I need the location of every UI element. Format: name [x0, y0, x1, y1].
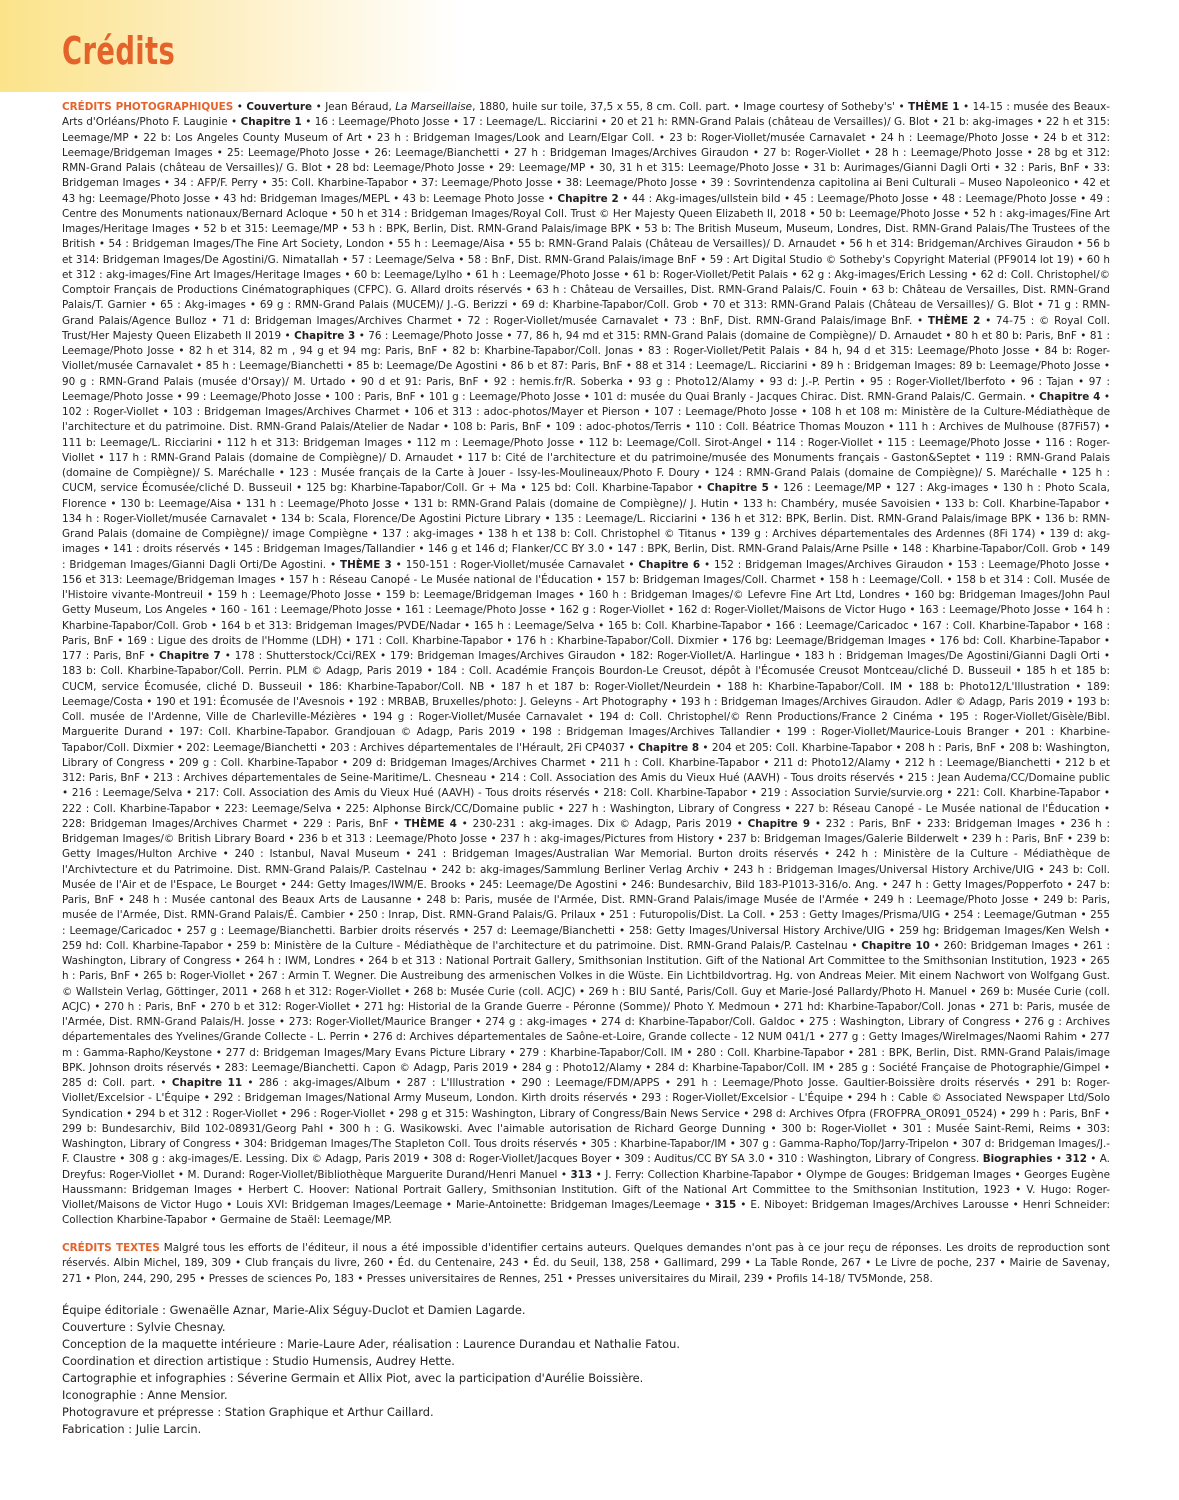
section-heading: 312: [1065, 1153, 1087, 1166]
photo-credits-label: CRÉDITS PHOTOGRAPHIQUES: [62, 101, 234, 113]
section-heading: THÈME 2: [927, 314, 981, 327]
section-heading: Chapitre 3: [294, 329, 356, 342]
page-title: Crédits: [62, 29, 176, 73]
team-line: Iconographie : Anne Mensior.: [62, 1388, 228, 1402]
team-line: Cartographie et infographies : Séverine Germain et Allix Piot, avec la participation d'Aurélie Boissière.: [62, 1371, 644, 1385]
team-line: Conception de la maquette intérieure : Marie-Laure Ader, réalisation : Laurence Durandau et Nathalie Fatou.: [62, 1337, 680, 1351]
team-line: Couverture : Sylvie Chesnay.: [62, 1320, 226, 1334]
section-heading: Chapitre 9: [747, 817, 811, 830]
team-line: Fabrication : Julie Larcin.: [62, 1422, 202, 1436]
section-heading: Chapitre 4: [1039, 390, 1101, 403]
team-line: Coordination et direction artistique : Studio Humensis, Audrey Hette.: [62, 1354, 455, 1368]
section-heading: 313: [570, 1168, 593, 1181]
section-heading: Chapitre 8: [637, 741, 700, 754]
text-credits-body: Malgré tous les efforts de l'éditeur, il nous a été impossible d'identifier certains auteurs. Quelques demandes n'ont pas à ce jour reçu de réponses. Les droits de reproduction sont réservés. Albin Michel, 189, 309 • Club français du livre, 260 • Éd. du Centenaire, 243 • Éd. du Seuil, 138, 258 • Gallimard, 299 • La Table Ronde, 267 • Le Livre de poche, 237 • Mairie de Savenay, 271 • Plon, 244, 290, 295 • Presses de sciences Po, 183 • Presses universitaires de Rennes, 251 • Presses universitaires du Mirail, 239 • Profils 14-18/ TV5Monde, 258.: [62, 1242, 1110, 1285]
section-heading: Chapitre 6: [638, 558, 701, 571]
team-line: Équipe éditoriale : Gwenaëlle Aznar, Marie-Alix Séguy-Duclot et Damien Lagarde.: [62, 1303, 526, 1317]
section-heading: THÈME 1: [908, 101, 960, 113]
artwork-title: La Marseillaise: [395, 101, 473, 113]
section-heading: Chapitre 1: [240, 116, 302, 129]
section-heading: THÈME 4: [404, 817, 457, 830]
team-line: Photogravure et prépresse : Station Graphique et Arthur Caillard.: [62, 1405, 434, 1419]
section-heading: THÈME 3: [339, 558, 392, 571]
text-credits-label: CRÉDITS TEXTES: [62, 1242, 160, 1254]
text-credits-paragraph: [62, 1241, 1110, 1287]
section-heading: Chapitre 5: [706, 482, 769, 495]
section-heading: Chapitre 11: [171, 1077, 243, 1089]
photo-credits-paragraph: [62, 100, 1110, 1229]
section-heading: 315: [714, 1199, 737, 1211]
section-heading: Couverture: [246, 101, 313, 113]
section-heading: Chapitre 2: [557, 192, 619, 205]
photo-credits-body: • Couverture • Jean Béraud, La Marseillaise, 1880, huile sur toile, 37,5 x 55, 8 cm. Coll. part. • Image courtesy of Sotheby's' • THÈME 1 • 14-15 : musée des Beaux-Arts d'Orléans/Photo F. Lauginie • Chapitre 1 • 16 : Leemage/Photo Josse • 17 : Leemage/L. Ricciarini • 20 et 21 h: RMN-Grand Palais (château de Versailles)/ G. Blot • 21 b: akg-images • 22 h et 315: Leemage/MP • 22 b: Los Angeles County Museum of Art • 23 h : Bridgeman Images/Look and Learn/Elgar Coll. • 23 b: Roger-Viollet/musée Carnavalet • 24 h : Leemage/Photo Josse • 24 b et 312: Leemage/Bridgeman Images • 25: Leemage/Photo Josse • 26: Leemage/Bianchetti • 27 h : Bridgeman Images/Archives Giraudon • 27 b: Roger-Viollet • 28 h : Leemage/Photo Josse • 28 bg et 312: RMN-Grand Palais (château de Versailles)/ G. Blot • 28 bd: Leemage/Photo Josse • 29: Leemage/MP • 30, 31 h et 315: Leemage/Photo Josse • 31 b: Aurimages/Gianni Dagli Orti • 32 : Paris, BnF • 33: Bridgeman Images • 34 : AFP/F. Perry • 35: Coll. Kharbine-Tapabor • 37: Leemage/Photo Josse • 38: Leemage/Photo Josse • 39 : Sovrintendenza capitolina ai Beni Culturali – Museo Napoleonico • 42 et 43 hg: Leemage/Photo Josse • 43 hd: Bridgeman Images/MEPL • 43 b: Leemage Photo Josse • Chapitre 2 • 44 : Akg-images/ullstein bild • 45 : Leemage/Photo Josse • 48 : Leemage/Photo Josse • 49 : Centre des Monuments nationaux/Bernard Acloque • 50 h et 314 : Bridgeman Images/Royal Coll. Trust © Her Majesty Queen Elizabeth II, 2018 • 50 b: Leemage/Photo Josse • 52 h : akg-images/Fine Art Images/Heritage Images • 52 b et 315: Leemage/MP • 53 h : BPK, Berlin, Dist. RMN-Grand Palais/image BPK • 53 b: The British Museum, Museum, Londres, Dist. RMN-Grand Palais/The Trustees of the British • 54 : Bridgeman Images/The Fine Art Society, London • 55 h : Leemage/Aisa • 55 b: RMN-Grand Palais (Château de Versailles)/ D. Arnaudet • 56 h et 314: Bridgeman/Archives Giraudon • 56 b et 314: Bridgeman Images/De Agostini/G. Nimatallah • 57 : Leemage/Selva • 58 : BnF, Dist. RMN-Grand Palais/image BnF • 59 : Art Digital Studio © Sotheby's Copyright Material (PF9014 lot 19) • 60 h et 312 : akg-images/Fine Art Images/Heritage Images • 60 b: Leemage/Lylho • 61 h : Leemage/Photo Josse • 61 b: Roger-Viollet/Petit Palais • 62 g : Akg-images/Erich Lessing • 62 d: Coll. Christophel/© Comptoir Français de Productions Cinématographiques (CFPC). G. Allard droits réservés • 63 h : Château de Versailles, Dist. RMN-Grand Palais/C. Fouin • 63 b: Château de Versailles, Dist. RMN-Grand Palais/T. Garnier • 65 : Akg-images • 69 g : RMN-Grand Palais (MUCEM)/ J.-G. Berizzi • 69 d: Kharbine-Tapabor/Coll. Grob • 70 et 313: RMN-Grand Palais (Château de Versailles)/ G. Blot • 71 g : RMN-Grand Palais/Agence Bulloz • 71 d: Bridgeman Images/Archives Charmet • 72 : Roger-Viollet/musée Carnavalet • 73 : BnF, Dist. RMN-Grand Palais/image BnF. • THÈME 2 • 74-75 : © Royal Coll. Trust/Her Majesty Queen Elizabeth II 2019 • Chapitre 3 • 76 : Leemage/Photo Josse • 77, 86 h, 94 md et 315: RMN-Grand Palais (domaine de Compiègne)/ D. Arnaudet • 80 h et 80 b: Paris, BnF • 81 : Leemage/Photo Josse • 82 h et 314, 82 m , 94 g et 94 mg: Paris, BnF • 82 b: Kharbine-Tapabor/Coll. Jonas • 83 : Roger-Viollet/Petit Palais • 84 h, 94 d et 315: Leemage/Photo Josse • 84 b: Roger-Viollet/musée Carnavalet • 85 h : Leemage/Bianchetti • 85 b: Leemage/De Agostini • 86 b et 87: Paris, BnF • 88 et 314 : Leemage/L. Ricciarini • 89 h : Bridgeman Images: 89 b: Leemage/Photo Josse • 90 g : RMN-Grand Palais (musée d'Orsay)/ M. Urtado • 90 d et 91: Paris, BnF • 92 : hemis.fr/R. Soberka • 93 g : Photo12/Alamy • 93 d: J.-P. Pertin • 95 : Roger-Viollet/Iberfoto • 96 : Tajan • 97 : Leemage/Photo Josse • 99 : Leemage/Photo Josse • 100 : Paris, BnF • 101 g : Leemage/Photo Josse • 101 d: musée du Quai Branly - Jacques Chirac. Dist. RMN-Grand Palais/C. Germain. • Chapitre 4 • 102 : Roger-Viollet • 103 : Bridgeman Images/Archives Charmet • 106 et 313 : adoc-photos/Mayer et Pierson • 107 : Leemage/Photo Josse • 108 h et 108 m: Ministère de la Culture-Médiathèque de l'architecture et du patrimoine. Dist. RMN-Grand Palais/Atelier de Nadar • 108 b: Paris, BnF • 109 : adoc-photos/Terris • 110 : Coll. Béatrice Thomas Mouzon • 111 h : Archives de Mulhouse (87Fi57) • 111 b: Leemage/L. Ricciarini • 112 h et 313: Bridgeman Images • 112 m : Leemage/Photo Josse • 112 b: Leemage/Coll. Sirot-Angel • 114 : Roger-Viollet • 115 : Leemage/Photo Josse • 116 : Roger-Viollet • 117 h : RMN-Grand Palais (domaine de Compiègne)/ D. Arnaudet • 117 b: Cité de l'architecture et du patrimoine/musée des Monuments français - Gaston&Septet • 119 : RMN-Grand Palais (domaine de Compiègne)/ S. Maréchalle • 123 : Musée français de la Carte à Jouer - Issy-les-Moulineaux/Photo F. Doury • 124 : RMN-Grand Palais (domaine de Compiègne)/ S. Maréchalle • 125 h : CUCM, service Écomusée/cliché D. Busseuil • 125 bg: Kharbine-Tapabor/Coll. Gr + Ma • 125 bd: Coll. Kharbine-Tapabor • Chapitre 5 • 126 : Leemage/MP • 127 : Akg-images • 130 h : Photo Scala, Florence • 130 b: Leemage/Aisa • 131 h : Leemage/Photo Josse • 131 b: RMN-Grand Palais (domaine de Compiègne)/ J. Hutin • 133 h: Chambéry, musée Savoisien • 133 b: Coll. Kharbine-Tapabor • 134 h : Roger-Viollet/musée Carnavalet • 134 b: Scala, Florence/De Agostini Picture Library • 135 : Leemage/L. Ricciarini • 136 h et 312: BPK, Berlin. Dist. RMN-Grand Palais/image BPK • 136 b: RMN-Grand Palais (domaine de Compiègne)/ image Compiègne • 137 : akg-images • 138 h et 138 b: Coll. Christophel © Titanus • 139 g : Archives départementales des Ardennes (8Fi 174) • 139 d: akg-images • 141 : droits réservés • 145 : Bridgeman Images/Tallandier • 146 g et 146 d; Flanker/CC BY 3.0 • 147 : BPK, Berlin, Dist. RMN-Grand Palais/Arne Psille • 148 : Kharbine-Tapabor/Coll. Grob • 149 : Bridgeman Images/Gianni Dagli Orti/De Agostini. • THÈME 3 • 150-151 : Roger-Viollet/musée Carnavalet • Chapitre 6 • 152 : Bridgeman Images/Archives Giraudon • 153 : Leemage/Photo Josse • 156 et 313: Leemage/Bridgeman Images • 157 h : Réseau Canopé - Le Musée national de l'Éducation • 157 b: Bridgeman Images/Coll. Charmet • 158 h : Leemage/Coll. • 158 b et 314 : Coll. Musée de l'Histoire vivante-Montreuil • 159 h : Leemage/Photo Josse • 159 b: Leemage/Bridgeman Images • 160 h : Bridgeman Images/© Lefevre Fine Art Ltd, Londres • 160 bg: Bridgeman Images/John Paul Getty Museum, Los Angeles • 160 - 161 : Leemage/Photo Josse • 161 : Leemage/Photo Josse • 162 g : Roger-Viollet • 162 d: Roger-Viollet/Maisons de Victor Hugo • 163 : Leemage/Photo Josse • 164 h : Kharbine-Tapabor/Coll. Grob • 164 b et 313: Bridgeman Images/PVDE/Nadar • 165 h : Leemage/Selva • 165 b: Coll. Kharbine-Tapabor • 166 : Leemage/Caricadoc • 167 : Coll. Kharbine-Tapabor • 168 : Paris, BnF • 169 : Ligue des droits de l'Homme (LDH) • 171 : Coll. Kharbine-Tapabor • 176 h : Kharbine-Tapabor/Coll. Dixmier • 176 bg: Leemage/Bridgeman Images • 176 bd: Coll. Kharbine-Tapabor • 177 : Paris, BnF • Chapitre 7 • 178 : Shutterstock/Cci/REX • 179: Bridgeman Images/Archives Giraudon • 182: Roger-Viollet/A. Harlingue • 183 h : Bridgeman Images/De Agostini/Gianni Dagli Orti • 183 b: Coll. Kharbine-Tapabor/Coll. Perrin. PLM © Adagp, Paris 2019 • 184 : Coll. Académie François Bourdon-Le Creusot, dépôt à l'Écomusée Creusot Montceau/cliché D. Busseuil • 185 h et 185 b: CUCM, service Écomusée, cliché D. Busseuil • 186: Kharbine-Tapabor/Coll. NB • 187 h et 187 b: Roger-Viollet/Neurdein • 188 h: Kharbine-Tapabor/Coll. IM • 188 b: Photo12/L'Illustration • 189: Leemage/Costa • 190 et 191: Écomusée de l'Avesnois • 192 : MRBAB, Bruxelles/photo: J. Geleyns - Art Photography • 193 h : Bridgeman Images/Archives Giraudon. Adler © Adagp, Paris 2019 • 193 b: Coll. musée de l'Ardenne, Ville de Charleville-Mézières • 194 g : Roger-Viollet/Musée Carnavalet • 194 d: Coll. Christophel/© Renn Productions/France 2 Cinéma • 195 : Roger-Viollet/Gisèle/Bibl. Marguerite Durand • 197: Coll. Kharbine-Tapabor. Grandjouan © Adagp, Paris 2019 • 198 : Bridgeman Images/Archives Tallandier • 199 : Roger-Viollet/Maurice-Louis Branger • 201 : Kharbine-Tapabor/Coll. Dixmier • 202: Leemage/Bianchetti • 203 : Archives départementales de l'Hérault, 2Fi CP4037 • Chapitre 8 • 204 et 205: Coll. Kharbine-Tapabor • 208 h : Paris, BnF • 208 b: Washington, Library of Congress • 209 g : Coll. Kharbine-Tapabor • 209 d: Bridgeman Images/Archives Charmet • 211 h : Coll. Kharbine-Tapabor • 211 d: Photo12/Alamy • 212 h : Leemage/Bianchetti • 212 b et 312: Paris, BnF • 213 : Archives départementales de Seine-Maritime/L. Chesneau • 214 : Coll. Association des Amis du Vieux Hué (AAVH) - Tous droits réservés • 215 : Jean Audema/CC/Domaine public • 216 : Leemage/Selva • 217: Coll. Association des Amis du Vieux Hué (AAVH) - Tous droits réservés • 218: Coll. Kharbine-Tapabor • 219 : Association Survie/survie.org • 221: Coll. Kharbine-Tapabor • 222 : Coll. Kharbine-Tapabor • 223: Leemage/Selva • 225: Alphonse Birck/CC/Domaine public • 227 h : Washington, Library of Congress • 227 b: Réseau Canopé - Le Musée national de l'Éducation • 228: Bridgeman Images/Archives Charmet • 229 : Paris, BnF • THÈME 4 • 230-231 : akg-images. Dix © Adagp, Paris 2019 • Chapitre 9 • 232 : Paris, BnF • 233: Bridgeman Images • 236 h : Bridgeman Images/© British Library Board • 236 b et 313 : Leemage/Photo Josse • 237 h : akg-images/Pictures from History • 237 b: Bridgeman Images/Galerie Bilderwelt • 239 h : Paris, BnF • 239 b: Getty Images/Hulton Archive • 240 : Istanbul, Naval Museum • 241 : Bridgeman Images/Australian War Memorial. Burton droits réservés • 242 h : Ministère de la Culture - Médiathèque de l'Archivtecture et du Patrimoine. Dist. RMN-Grand Palais/P. Castelnau • 242 b: akg-images/Sammlung Berliner Verlag Archiv • 243 h : Bridgeman Images/Universal History Archive/UIG • 243 b: Coll. Musée de l'Air et de l'Espace, Le Bourget • 244: Getty Images/IWM/E. Brooks • 245: Leemage/De Agostini • 246: Bundesarchiv, Bild 183-P1013-316/o. Ang. • 247 h : Getty Images/Popperfoto • 247 b: Paris, BnF • 248 h : Musée cantonal des Beaux Arts de Lausanne • 248 b: Paris, musée de l'Armée, Dist. RMN-Grand Palais/image Musée de l'Armée • 249 h : Leemage/Photo Josse • 249 b: Paris, musée de l'Armée, Dist. RMN-Grand Palais/É. Cambier • 250 : Inrap, Dist. RMN-Grand Palais/G. Prilaux • 251 : Futuropolis/Dist. La Coll. • 253 : Getty Images/Prisma/UIG • 254 : Leemage/Gutman • 255 : Leemage/Caricadoc • 257 g : Leemage/Bianchetti. Barbier droits réservés • 257 d: Leemage/Bianchetti • 258: Getty Images/Universal History Archive/UIG • 259 hg: Bridgeman Images/Ken Welsh • 259 hd: Coll. Kharbine-Tapabor • 259 b: Ministère de la Culture - Médiathèque de l'architecture et du patrimoine. Dist. RMN-Grand Palais/P. Castelnau • Chapitre 10 • 260: Bridgeman Images • 261 : Washington, Library of Congress • 264 h : IWM, Londres • 264 b et 313 : National Portrait Gallery, Smithsonian Institution. Gift of the National Art Committee to the Smithsonian Institution, 1923 • 265 h : Paris, BnF • 265 b: Roger-Viollet • 267 : Armin T. Wegner. Die Austreibung des armenischen Volkes in die Wüste. Ein Lichtbildvortrag. Hg. von Andreas Meier. Mit einem Nachwort von Wolfgang Gust. © Wallstein Verlag, Göttinger, 2011 • 268 h et 312: Roger-Viollet • 268 b: Musée Curie (coll. ACJC) • 269 h : BIU Santé, Paris/Coll. Guy et Marie-José Pallardy/Photo H. Manuel • 269 b: Musée Curie (coll. ACJC) • 270 h : Paris, BnF • 270 b et 312: Roger-Viollet • 271 hg: Historial de la Grande Guerre - Péronne (Somme)/ Photo Y. Medmoun • 271 hd: Kharbine-Tapabor/Coll. Jonas • 271 b: Paris, musée de l'Armée, Dist. RMN-Grand Palais/H. Josse • 273: Roger-Viollet/Maurice Branger • 274 g : akg-images • 274 d: Kharbine-Tapabor/Coll. Galdoc • 275 : Washington, Library of Congress • 276 g : Archives départementales des Yvelines/Grande Collecte - L. Perrin • 276 d: Archives départementales de Saône-et-Loire, Grande collecte - 12 NUM 041/1 • 277 g : Getty Images/WireImages/Naomi Rahim • 277 m : Gamma-Rapho/Keystone • 277 d: Bridgeman Images/Mary Evans Picture Library • 279 : Kharbine-Tapabor/Coll. IM • 280 : Coll. Kharbine-Tapabor • 281 : BPK, Berlin, Dist. RMN-Grand Palais/image BPK. Johnson droits réservés • 283: Leemage/Bianchetti. Capon © Adagp, Paris 2019 • 284 g : Photo12/Alamy • 284 d: Kharbine-Tapabor/Coll. IM • 285 g : Société Française de Photographie/Gimpel • 285 d: Coll. part. • Chapitre 11 • 286 : akg-images/Album • 287 : L'Illustration • 290 : Leemage/FDM/APPS • 291 h : Leemage/Photo Josse. Gaultier-Boissière droits réservés • 291 b: Roger-Viollet/Excelsior - L'Équipe • 292 : Bridgeman Images/National Army Museum, London. Kirth droits réservés • 293 : Roger-Viollet/Excelsior - L'Équipe • 294 h : Cable © Associated Newspaper Ltd/Solo Syndication • 294 b et 312 : Roger-Viollet • 296 : Roger-Viollet • 298 g et 315: Washington, Library of Congress/Bain News Service • 298 d: Archives Ofpra (FROFPRA_OR091_0524) • 299 h : Paris, BnF • 299 b: Bundesarchiv, Bild 102-08931/Georg Pahl • 300 h : G. Wasikowski. Avec l'aimable autorisation de Richard George Dunning • 300 b: Roger-Viollet • 301 : Musée Saint-Remi, Reims • 303: Washington, Library of Congress • 304: Bridgeman Images/The Stapleton Coll. Tous droits réservés • 305 : Kharbine-Tapabor/IM • 307 g : Gamma-Rapho/Top/Jarry-Tripelon • 307 d: Bridgeman Images/J.-F. Claustre • 308 g : akg-images/E. Lessing. Dix © Adagp, Paris 2019 • 308 d: Roger-Viollet/Jacques Boyer • 309 : Auditus/CC BY SA 3.0 • 310 : Washington, Library of Congress. Biographies • 312 • A. Dreyfus: Roger-Viollet • M. Durand: Roger-Viollet/Bibliothèque Marguerite Durand/Henri Manuel • 313 • J. Ferry: Collection Kharbine-Tapabor • Olympe de Gouges: Bridgeman Images • Georges Eugène Haussmann: Bridgeman Images • Herbert C. Hoover: National Portrait Gallery, Smithsonian Institution. Gift of the National Art Committee to the Smithsonian Institution, 1923 • V. Hugo: Roger-Viollet/Maisons de Victor Hugo • Louis XVI: Bridgeman Images/Leemage • Marie-Antoinette: Bridgeman Images/Leemage • 315 • E. Niboyet: Bridgeman Images/Archives Larousse • Henri Schneider: Collection Kharbine-Tapabor • Germaine de Staël: Leemage/MP.: [62, 101, 1111, 1227]
section-heading: Biographies: [982, 1153, 1053, 1166]
editorial-team: [62, 1302, 1110, 1438]
section-heading: Chapitre 7: [159, 650, 221, 662]
section-heading: Chapitre 10: [861, 939, 930, 952]
